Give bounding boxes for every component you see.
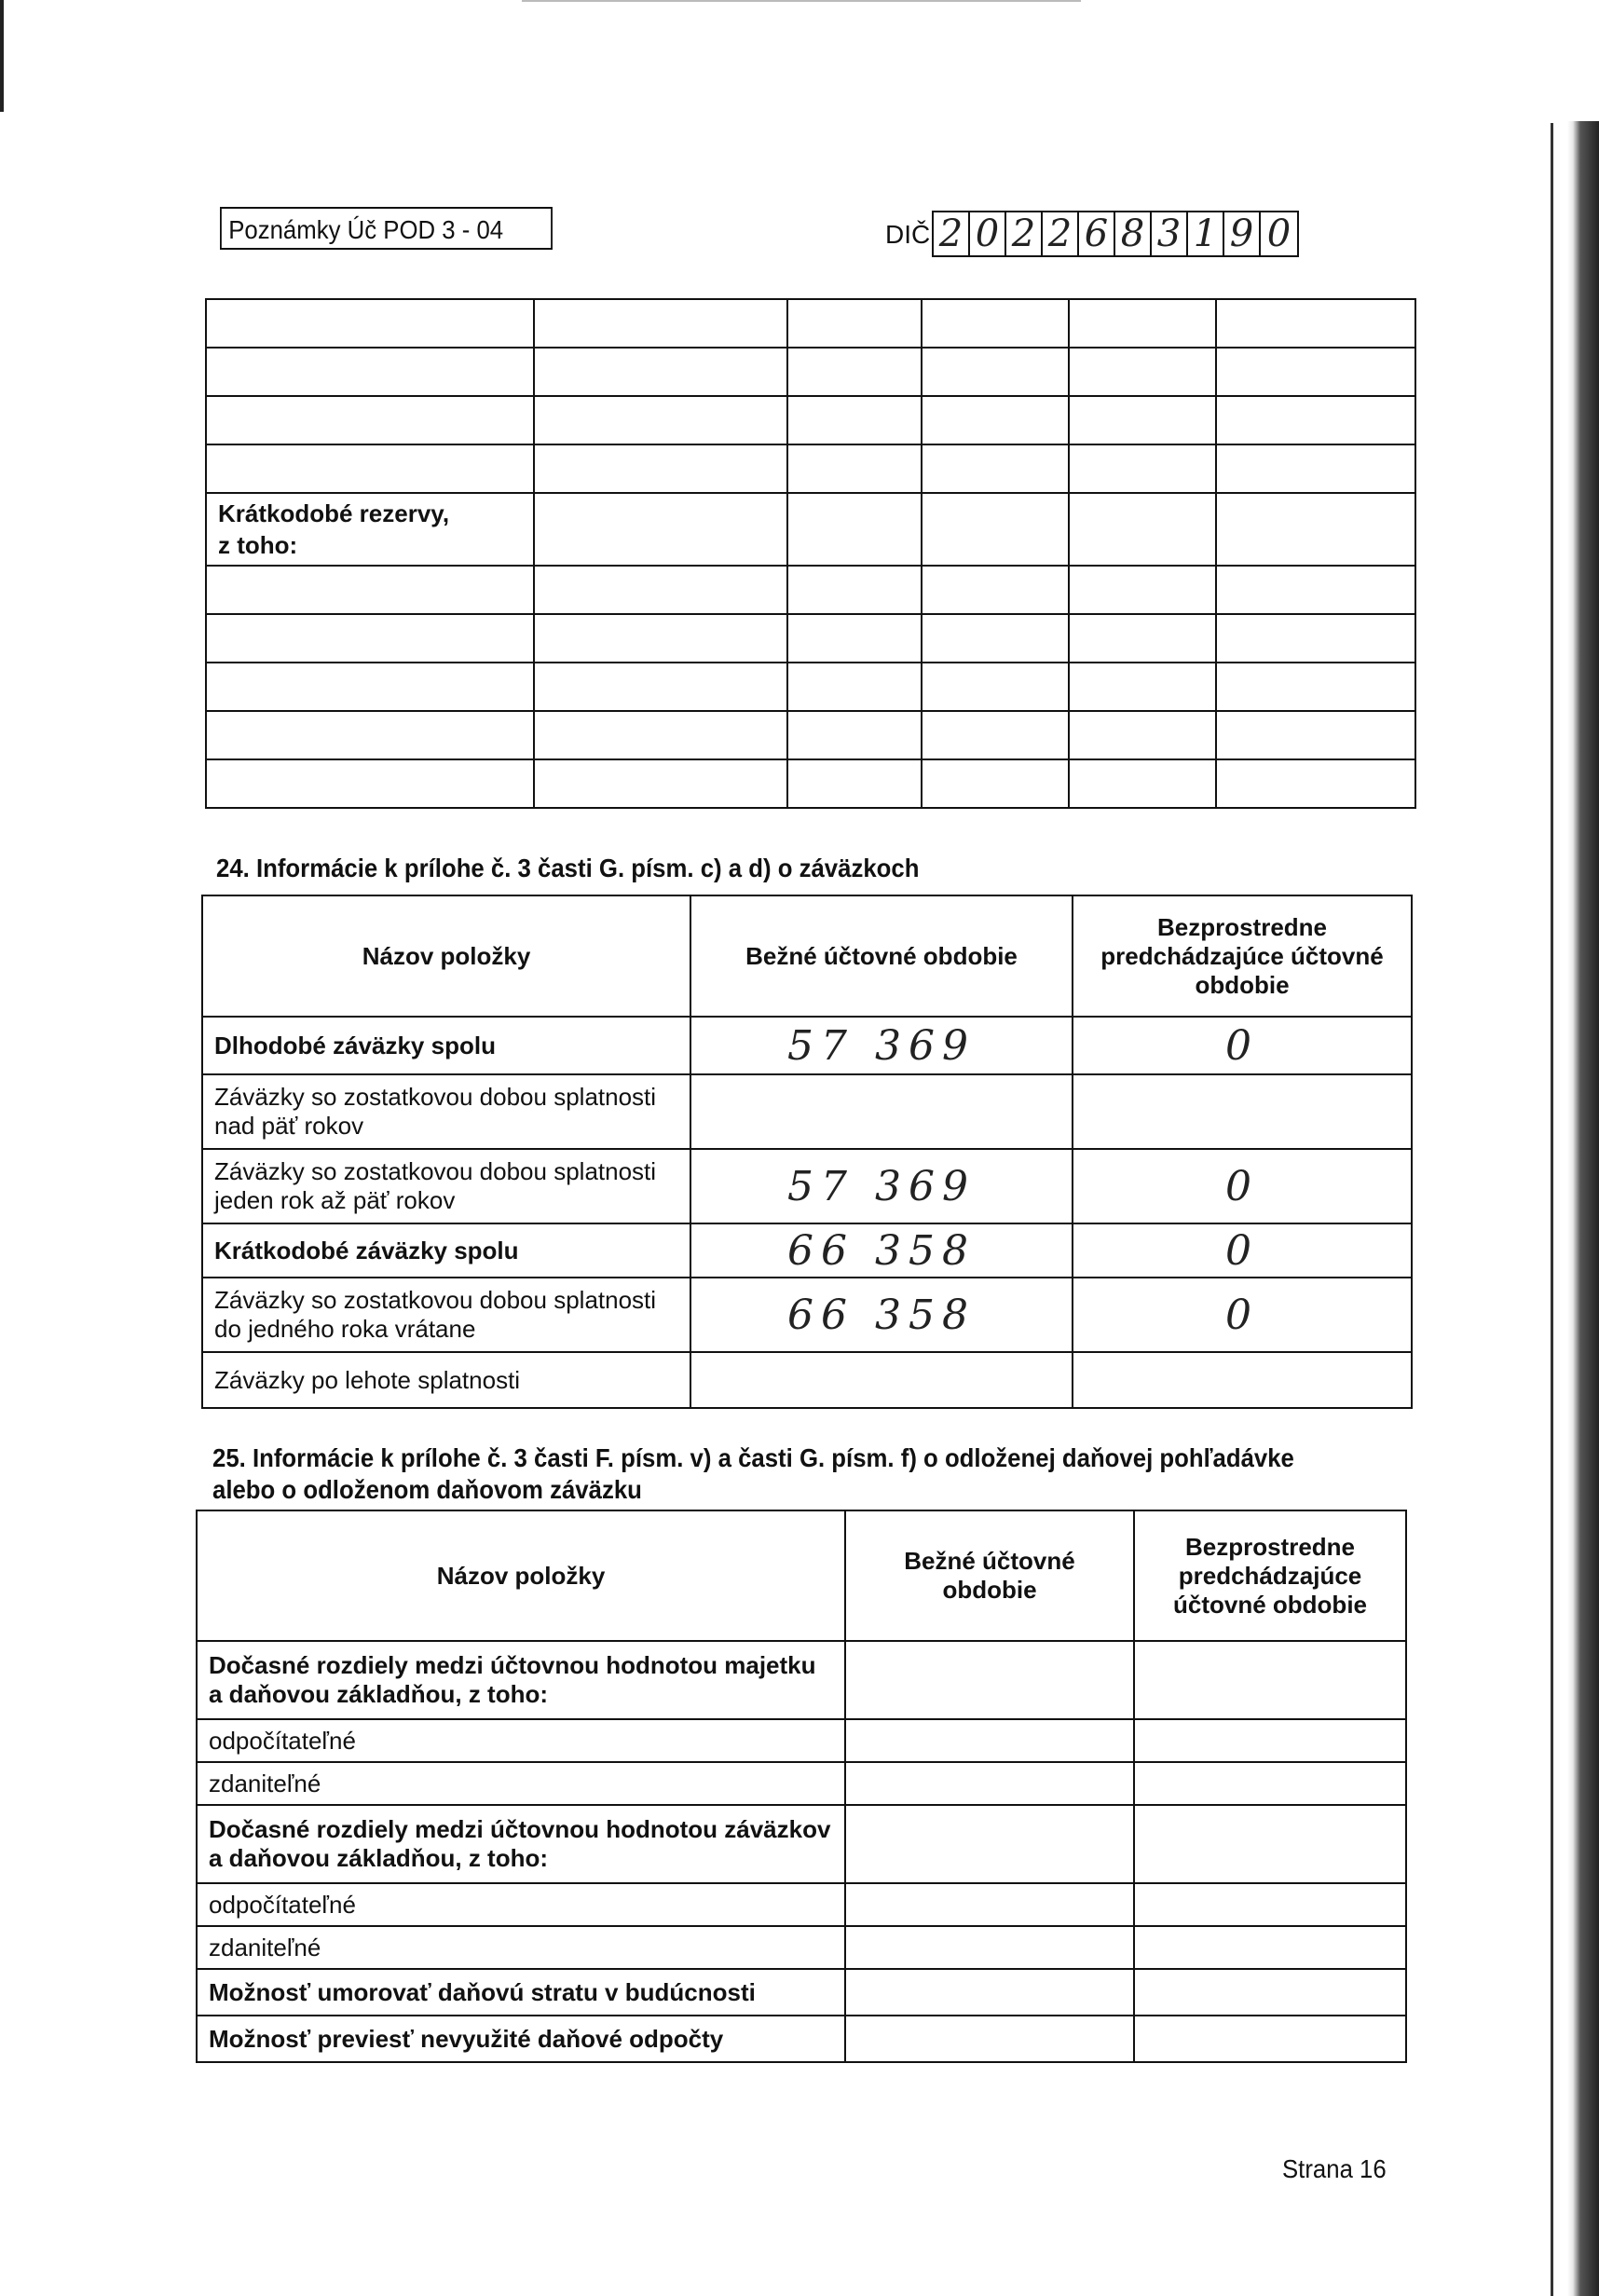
dic-digit-boxes [932,211,1299,257]
row-label: Záväzky so zostatkovou dobou splatnosti jeden rok až päť rokov [202,1149,690,1223]
row-label: Záväzky so zostatkovou dobou splatnosti do jedného roka vrátane [202,1278,690,1352]
table-row [197,2016,1406,2062]
scan-artifact-top [522,0,1081,2]
scan-artifact-left [0,0,4,112]
col-header-name: Názov položky [197,1510,845,1641]
row-label: odpočítateľné [197,1883,845,1926]
dic-digit: 6 [1079,212,1115,255]
row-label: Možnosť umorovať daňovú stratu v budúcnosti [197,1969,845,2016]
table-row [197,1969,1406,2016]
scan-artifact-page-edge [1551,123,1553,2296]
row-previous-value: 0 [1073,1017,1412,1074]
dic-digit: 9 [1224,212,1261,255]
dic-digit: 0 [1266,212,1292,255]
table-row [202,1352,1412,1408]
table-row [197,1641,1406,1719]
row-previous-value [1073,1352,1412,1408]
dic-digit: 2 [934,212,970,255]
deferred-tax-table [196,1510,1407,2063]
row-label: zdaniteľné [197,1926,845,1969]
dic-digit: 0 [970,212,1006,255]
dic-digit: 2 [1043,212,1079,255]
row-label: Záväzky po lehote splatnosti [202,1352,690,1408]
row-previous-value [1073,1074,1412,1149]
row-label: Krátkodobé záväzky spolu [202,1223,690,1278]
dic-digit: 3 [1152,212,1188,255]
table-row [197,1883,1406,1926]
row-label: Záväzky so zostatkovou dobou splatnosti nad päť rokov [202,1074,690,1149]
col-header-previous: Bezprostredne predchádzajúce účtovné obdobie [1073,895,1412,1017]
row-current-value: 57 369 [690,1149,1073,1223]
row-current-value [690,1074,1073,1149]
col-header-name: Názov položky [202,895,690,1017]
section-25-title: 25. Informácie k prílohe č. 3 časti F. písm. v) a časti G. písm. f) o odloženej daňovej pohľadávke alebo o odloženom daňovom záväzku [212,1443,1294,1504]
col-header-current: Bežné účtovné obdobie [690,895,1073,1017]
row-previous-value: 0 [1073,1149,1412,1223]
col-header-current: Bežné účtovné obdobie [845,1510,1134,1641]
row-label: zdaniteľné [197,1762,845,1805]
row-label: Dočasné rozdiely medzi účtovnou hodnotou majetku a daňovou základňou, z toho: [197,1641,845,1719]
table-row [202,1149,1412,1223]
dic-digit: 1 [1188,212,1224,255]
table-row [202,1278,1412,1352]
row-label: Dočasné rozdiely medzi účtovnou hodnotou záväzkov a daňovou základňou, z toho: [197,1805,845,1883]
dic-label: DIČ [885,220,931,249]
table-row [197,1926,1406,1969]
row-current-value: 57 369 [690,1017,1073,1074]
row-previous-value: 0 [1073,1223,1412,1278]
page-number: Strana 16 [1282,2154,1387,2183]
table-row [202,1223,1412,1278]
scan-artifact-right [1567,121,1599,2296]
row-label: Možnosť previesť nevyužité daňové odpočty [197,2016,845,2062]
row-label: Dlhodobé záväzky spolu [202,1017,690,1074]
table-row [197,1719,1406,1762]
col-header-previous: Bezprostredne predchádzajúce účtovné obdobie [1134,1510,1406,1641]
reserves-table [205,298,1416,809]
form-code-box: Poznámky Úč POD 3 - 04 [220,207,553,250]
section-24-title: 24. Informácie k prílohe č. 3 časti G. písm. c) a d) o záväzkoch [216,854,920,882]
table-row [197,1762,1406,1805]
row-current-value: 66 358 [690,1278,1073,1352]
short-term-reserves-label: Krátkodobé rezervy, z toho: [206,493,534,566]
row-previous-value: 0 [1073,1278,1412,1352]
table-row [197,1805,1406,1883]
table-row [202,1074,1412,1149]
liabilities-table [201,895,1413,1409]
table-row [202,1017,1412,1074]
row-current-value: 66 358 [690,1223,1073,1278]
row-label: odpočítateľné [197,1719,845,1762]
dic-digit: 2 [1006,212,1043,255]
dic-digit: 8 [1115,212,1152,255]
row-current-value [690,1352,1073,1408]
